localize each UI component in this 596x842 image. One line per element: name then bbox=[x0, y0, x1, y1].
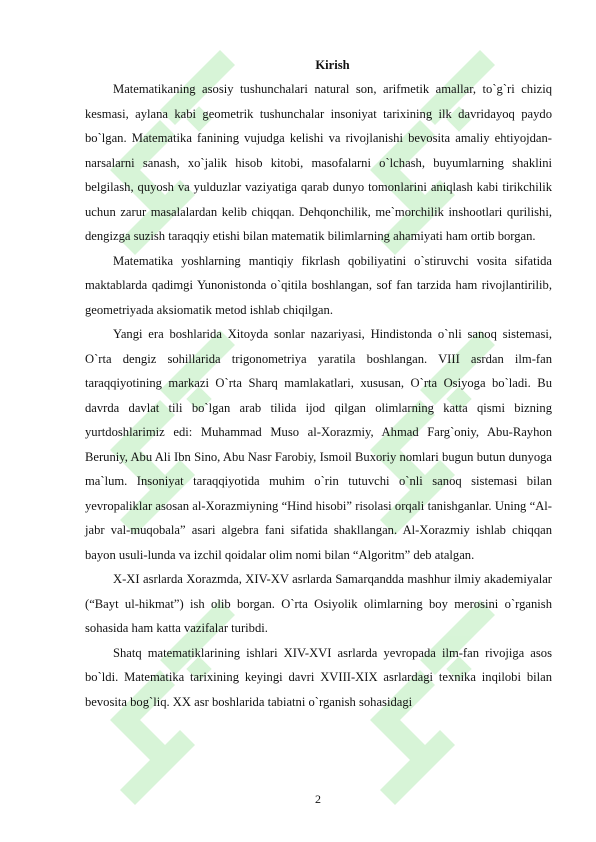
paragraph: Matematika yoshlarning mantiqiy fikrlash qobiliyatini o`stiruvchi vosita sifatida maktablarda qadimgi Yunonistonda o`qitila boshlangan, sof fan tarzida ham rivojlantirilib, geometriyada aksiomatik metod ishlab chiqilgan. bbox=[85, 253, 552, 317]
paragraph: Yangi era boshlarida Xitoyda sonlar nazariyasi, Hindistonda o`nli sanoq sistemasi, O`rta dengiz sohillarida trigonometriya yaratila boshlangan. VIII asrdan ilm-fan taraqqiyotining markazi O`rta Sharq mamlakatlari, xususan, O`rta Osiyoga bo`ladi. Bu davrda davlat tili bo`lgan arab tilida ijod qilgan olimlarning katta qismi bizning yurtdoshlarimiz edi: Muhammad Muso al-Xorazmiy, Ahmad Farg`oniy, Abu-Rayhon Beruniy, Abu Ali Ibn Sino, Abu Nasr Farobiy, Ismoil Buxoriy nomlari bugun butun dunyoga ma`lum. Insoniyat taraqqiyotida muhim o`rin tutuvchi o`nli sanoq sistemasi bilan yevropaliklar asosan al-Xorazmiyning “Hind hisobi” risolasi orqali tanishganlar. Uning “Al-jabr val-muqobala” asari algebra fani sifatida shakllangan. Al-Xorazmiy ishlab chiqqan bayon usuli-lunda va izchil qoidalar olim nomi bilan “Algoritm” deb atalgan. bbox=[85, 327, 552, 562]
page-title: Kirish bbox=[315, 58, 350, 72]
document-body bbox=[85, 57, 552, 714]
paragraph: X-XI asrlarda Xorazmda, XIV-XV asrlarda Samarqandda mashhur ilmiy akademiyalar (“Bayt ul-hikmat”) ish olib borgan. O`rta Osiyolik olimlarning boy merosini o`rganish sohasida ham katta vazifalar turibdi. bbox=[85, 572, 552, 635]
page-number: 2 bbox=[315, 792, 321, 806]
paragraph: Matematikaning asosiy tushunchalari natural son, arifmetik amallar, to`g`ri chiziq kesmasi, aylana kabi geometrik tushunchalar insoniyat tarixining ilk davridayoq paydo bo`lgan. Matematika fanining vujudga kelishi va rivojlanishi bevosita amaliy ehtiyojdan-narsalarni sanash, xo`jalik hisob kitobi, masofalarni o`lchash, buyumlarning shaklini belgilash, quyosh va yulduzlar vaziyatiga qarab dunyo tomonlarini aniqlash kabi tirikchilik uchun zarur masalalardan kelib chiqqan. Dehqonchilik, me`morchilik inshootlari qurilishi, dengizga suzish taraqqiy etishi bilan matematik bilimlarning ahamiyati ham ortib borgan. bbox=[85, 82, 552, 243]
paragraph: Shatq matematiklarining ishlari XIV-XVI asrlarda yevropada ilm-fan rivojiga asos bo`ldi. Matematika tarixining keyingi davri XVIII-XIX asrlardagi texnika inqilobi bilan bevosita bog`liq. XX asr boshlarida tabiatni o`rganish sohasidagi bbox=[85, 645, 552, 709]
